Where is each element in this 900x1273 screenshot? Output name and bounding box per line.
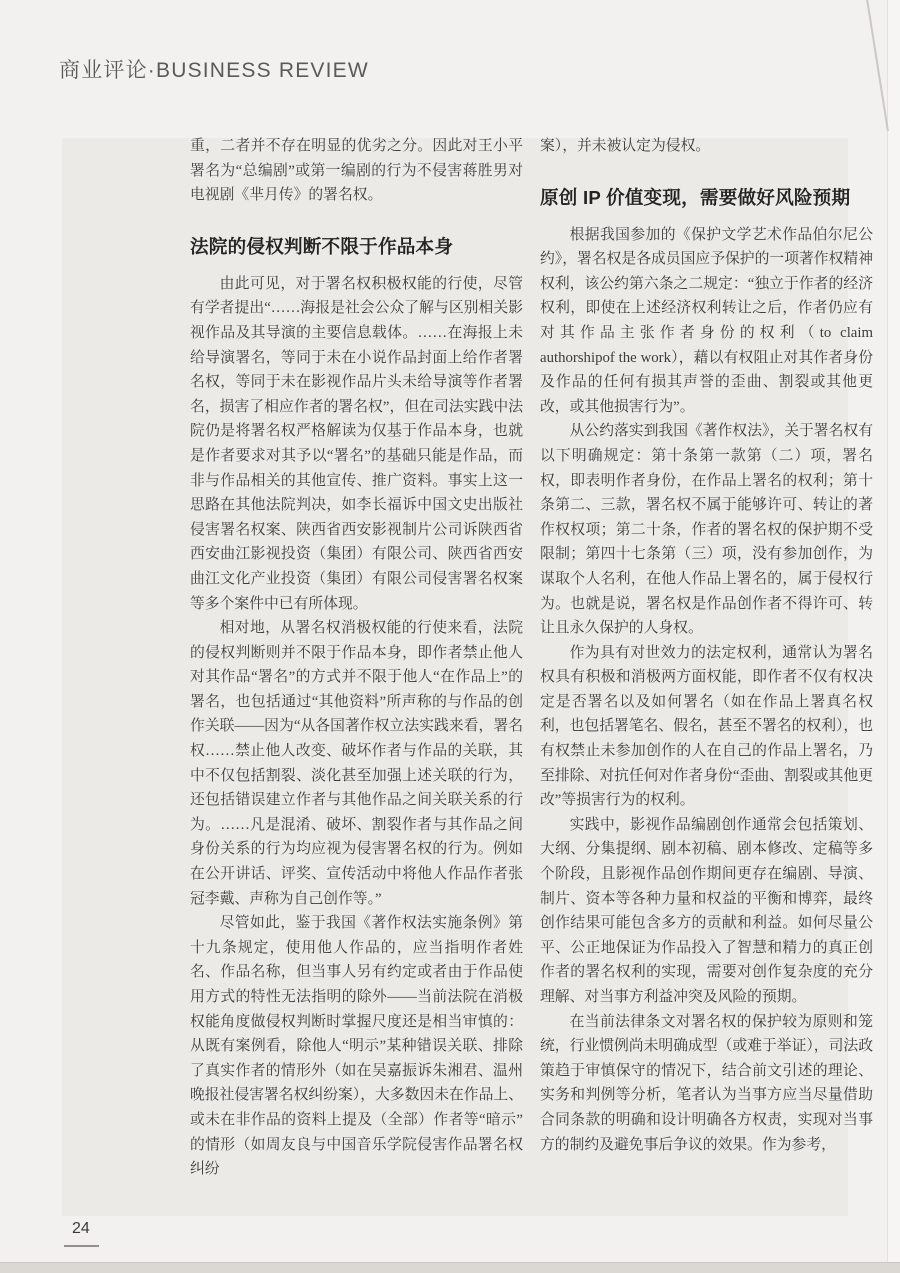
body-paragraph: 实践中，影视作品编剧创作通常会包括策划、大纲、分集提纲、剧本初稿、剧本修改、定稿等多个阶段，且影视作品创作期间更存在编剧、导演、制片、资本等各种力量和权益的平衡和博弈，最终创作结果可能包含多方的贡献和利益。如何尽量公平、公正地保证为作品投入了智慧和精力的真正创作者的署名权利的实现，需要对创作复杂度的充分理解、对当事方利益冲突及风险的预期。 xyxy=(540,816,873,1005)
body-paragraph: 由此可见，对于署名权积极权能的行使，尽管有学者提出“……海报是社会公众了解与区别相关影视作品及其导演的主要信息载体。……在海报上未给导演署名，等同于未在小说作品封面上给作者署名权，等同于未在影视作品片头未给导演等作者署名，损害了相应作者的署名权”，但在司法实践中法院仍是将署名权严格解读为仅基于作品本身，也就是作者要求对其予以“署名”的基础只能是作品，而非与作品相关的其他宣传、推广资料。事实上这一思路在其他法院判决，如李长福诉中国文史出版社侵害署名权案、陕西省西安影视制片公司诉陕西省西安曲江影视投资（集团）有限公司、陕西省西安曲江文化产业投资（集团）有限公司侵害署名权案等多个案件中已有所体现。 xyxy=(190,275,523,612)
body-paragraph: 在当前法律条文对署名权的保护较为原则和笼统，行业惯例尚未明确成型（或难于举证），司法政策趋于审慎保守的情况下，结合前文引述的理论、实务和判例等分析，笔者认为当事方应当尽量借助合同条款的明确和设计明确各方权责，实现对当事方的制约及避免事后争议的效果。作为参考， xyxy=(540,1013,873,1153)
body-paragraph: 尽管如此，鉴于我国《著作权法实施条例》第十九条规定，使用他人作品的，应当指明作者姓名、作品名称，但当事人另有约定或者由于作品使用方式的特性无法指明的除外——当前法院在消极权能角度做侵权判断时掌握尺度还是相当审慎的：从既有案例看，除他人“明示”某种错误关联、排除了真实作者的情形外（如在吴嘉振诉朱湘君、温州晚报社侵害署名权纠纷案），大多数因未在作品上、或未在非作品的资料上提及（全部）作者等“暗示”的情形（如周友良与中国音乐学院侵害作品署名权纠纷 xyxy=(190,915,523,1178)
masthead-text: 商业评论·BUSINESS REVIEW xyxy=(59,59,369,82)
body-paragraph: 根据我国参加的《保护文学艺术作品伯尔尼公约》，署名权是各成员国应予保护的一项著作权精神权利，该公约第六条之二规定：“独立于作者的经济权利，即使在上述经济权利转让之后，作者仍应有对其作品主张作者身份的权利（to claim authorshipof the work），藉以有权阻止对其作者身份及作品的任何有损其声誉的歪曲、割裂或其他更改，或其他损害行为”。 xyxy=(540,226,873,415)
body-paragraph: 相对地，从署名权消极权能的行使来看，法院的侵权判断则并不限于作品本身，即作者禁止他人对其作品“署名”的方式并不限于他人“在作品上”的署名，也包括通过“其他资料”所声称的与作品的创作关联——因为“从各国著作权立法实践来看，署名权……禁止他人改变、破坏作者与作品的关联，其中不仅包括割裂、淡化甚至加强上述关联的行为，还包括错误建立作者与其他作品之间关联关系的行为。……凡是混淆、破坏、割裂作者与其作品之间身份关系的行为均应视为侵害署名权的行为。例如在公开讲话、评奖、宣传活动中将他人作品作者张冠李戴、声称为自己创作等。” xyxy=(190,620,523,907)
section-heading-ip-value-risk: 原创 IP 价值变现，需要做好风险预期 xyxy=(540,186,851,208)
body-paragraph: 作为具有对世效力的法定权利，通常认为署名权具有积极和消极两方面权能，即作者不仅有权决定是否署名以及如何署名（如在作品上署真名权利，也包括署笔名、假名，甚至不署名的权利），也有权禁止未参加创作的人在自己的作品上署名，乃至排除、对抗任何对作者身份“歪曲、割裂或其他更改”等损害行为的权利。 xyxy=(540,644,873,809)
section-heading-court-judgment: 法院的侵权判断不限于作品本身 xyxy=(190,235,454,257)
page-number: 24 xyxy=(72,1220,90,1237)
left-column xyxy=(190,134,523,1216)
page-number-rule xyxy=(64,1245,99,1247)
continuation-paragraph: 案），并未被认定为侵权。 xyxy=(540,138,711,154)
paper-edge-right xyxy=(887,0,900,1273)
right-column xyxy=(540,134,873,1252)
continuation-paragraph: 重，二者并不存在明显的优劣之分。因此对王小平署名为“总编剧”或第一编剧的行为不侵害蒋胜男对电视剧《芈月传》的署名权。 xyxy=(190,138,523,204)
body-paragraph: 从公约落实到我国《著作权法》，关于署名权有以下明确规定：第十条第一款第（二）项，署名权，即表明作者身份，在作品上署名的权利；第十条第二、三款，署名权不属于能够许可、转让的著作权权项；第二十条，作者的署名权的保护期不受限制；第四十七条第（三）项，没有参加创作，为谋取个人名利，在他人作品上署名的，属于侵权行为。也就是说，署名权是作品创作者不得许可、转让且永久保护的人身权。 xyxy=(540,423,873,637)
paper-edge-bottom xyxy=(0,1262,900,1273)
paper-edge-corner xyxy=(865,0,889,131)
